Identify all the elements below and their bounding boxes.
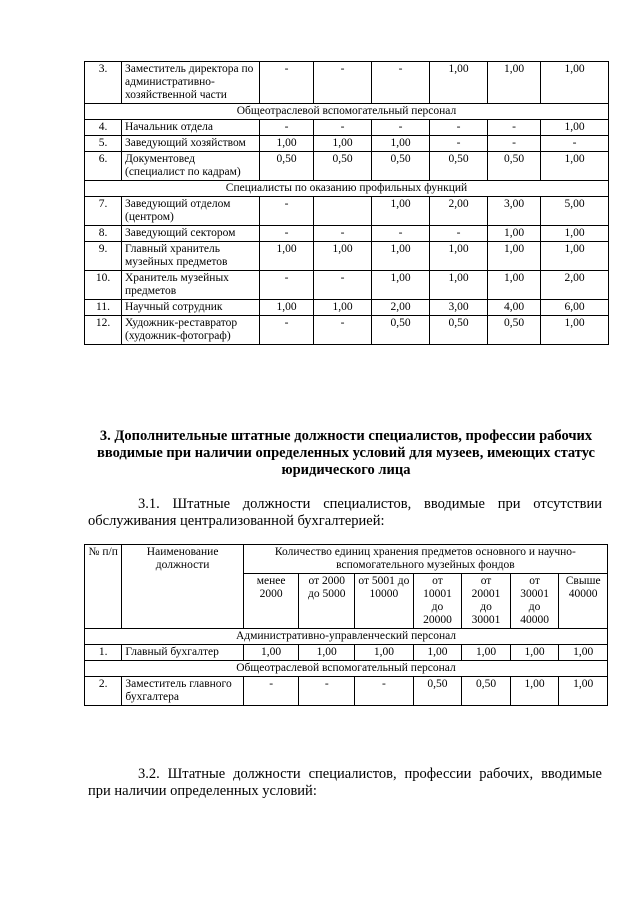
group-header: Количество единиц хранения предметов основного и научно-вспомогательного музейных фондов — [243, 545, 607, 574]
staff-count-cell: 1,00 — [430, 271, 488, 300]
range-header: от 20001 до 30001 — [462, 574, 511, 629]
section-label: Административно-управленческий персонал — [85, 629, 608, 645]
staff-count-cell: 1,00 — [462, 645, 511, 661]
staff-count-cell: 0,50 — [372, 316, 430, 345]
staff-count-cell: 1,00 — [372, 242, 430, 271]
staff-count-cell: 3,00 — [488, 197, 541, 226]
section-label: Общеотраслевой вспомогательный персонал — [85, 661, 608, 677]
section-label: Специалисты по оказанию профильных функций — [85, 181, 609, 197]
table-row — [85, 316, 609, 345]
staff-count-cell: 1,00 — [488, 62, 541, 104]
row-number: 7. — [85, 197, 122, 226]
table-row — [85, 645, 608, 661]
staff-count-cell: 1,00 — [541, 226, 609, 242]
staff-count-cell: - — [314, 226, 372, 242]
staff-count-cell: 1,00 — [314, 300, 372, 316]
staff-count-cell: - — [372, 62, 430, 104]
staff-count-cell: - — [488, 136, 541, 152]
position-name: Художник-реставратор (художник-фотограф) — [122, 316, 260, 345]
staff-count-cell: 1,00 — [488, 242, 541, 271]
staff-count-cell: - — [260, 197, 314, 226]
staff-count-cell: 2,00 — [372, 300, 430, 316]
table-row — [85, 120, 609, 136]
staff-count-cell: 1,00 — [430, 62, 488, 104]
staff-count-cell: - — [430, 136, 488, 152]
staff-count-cell: 5,00 — [541, 197, 609, 226]
staff-count-cell: - — [314, 271, 372, 300]
staff-table-1 — [84, 61, 609, 345]
staff-count-cell: 4,00 — [488, 300, 541, 316]
staff-count-cell: 1,00 — [299, 645, 355, 661]
staff-count-cell: - — [430, 226, 488, 242]
table-row — [85, 136, 609, 152]
position-name: Главный хранитель музейных предметов — [122, 242, 260, 271]
staff-count-cell: - — [260, 226, 314, 242]
staff-count-cell: 0,50 — [314, 152, 372, 181]
staff-count-cell: - — [314, 120, 372, 136]
row-number: 12. — [85, 316, 122, 345]
staff-count-cell: - — [372, 226, 430, 242]
section-heading: 3. Дополнительные штатные должности специалистов, профессии рабочих вводимые при наличии определенных условий для музеев, имеющих статус юридического лица — [97, 428, 595, 478]
table-row — [85, 300, 609, 316]
table-row — [85, 242, 609, 271]
position-name: Заведующий отделом (центром) — [122, 197, 260, 226]
row-number: 5. — [85, 136, 122, 152]
staff-count-cell: 3,00 — [430, 300, 488, 316]
staff-count-cell: - — [260, 120, 314, 136]
staff-count-cell: 1,00 — [260, 242, 314, 271]
staff-count-cell: 0,50 — [413, 677, 462, 706]
staff-count-cell: 1,00 — [413, 645, 462, 661]
staff-count-cell: 1,00 — [488, 226, 541, 242]
staff-count-cell: 6,00 — [541, 300, 609, 316]
staff-count-cell: 1,00 — [314, 242, 372, 271]
paragraph-3-1 — [88, 496, 602, 530]
staff-count-cell: 2,00 — [541, 271, 609, 300]
position-name: Хранитель музейных предметов — [122, 271, 260, 300]
staff-count-cell: 1,00 — [372, 271, 430, 300]
staff-count-cell: 0,50 — [260, 152, 314, 181]
staff-count-cell: - — [430, 120, 488, 136]
staff-count-cell: - — [355, 677, 414, 706]
range-header: Свыше 40000 — [559, 574, 608, 629]
row-number: 4. — [85, 120, 122, 136]
table-row — [85, 152, 609, 181]
table-row — [85, 226, 609, 242]
table-row — [85, 197, 609, 226]
staff-count-cell: - — [299, 677, 355, 706]
staff-count-cell: 0,50 — [488, 316, 541, 345]
staff-count-cell: 1,00 — [541, 242, 609, 271]
paragraph-3-2-text: 3.2. Штатные должности специалистов, профессии рабочих, вводимые при наличии определенных условий: — [88, 766, 602, 799]
staff-count-cell: 1,00 — [372, 197, 430, 226]
row-number: 8. — [85, 226, 122, 242]
staff-count-cell: 1,00 — [488, 271, 541, 300]
paragraph-3-1-text: 3.1. Штатные должности специалистов, вводимые при отсутствии обслуживания централизованной бухгалтерией: — [88, 496, 602, 529]
staff-count-cell: 2,00 — [430, 197, 488, 226]
staff-count-cell: 0,50 — [372, 152, 430, 181]
staff-count-cell: 1,00 — [510, 677, 559, 706]
position-name: Заместитель главного бухгалтера — [122, 677, 243, 706]
staff-count-cell: 0,50 — [488, 152, 541, 181]
section-row — [85, 661, 608, 677]
table-row — [85, 271, 609, 300]
staff-count-cell: 0,50 — [462, 677, 511, 706]
staff-count-cell: 1,00 — [260, 136, 314, 152]
staff-count-cell: - — [314, 316, 372, 345]
row-number: 11. — [85, 300, 122, 316]
range-header: от 2000 до 5000 — [299, 574, 355, 629]
col-name-header: Наименование должности — [122, 545, 243, 629]
staff-count-cell: 0,50 — [430, 152, 488, 181]
staff-count-cell: 1,00 — [372, 136, 430, 152]
position-name: Заведующий сектором — [122, 226, 260, 242]
staff-count-cell: 1,00 — [243, 645, 299, 661]
range-header: от 5001 до 10000 — [355, 574, 414, 629]
section-row — [85, 104, 609, 120]
staff-count-cell: - — [243, 677, 299, 706]
staff-count-cell: 1,00 — [355, 645, 414, 661]
position-name: Начальник отдела — [122, 120, 260, 136]
table-row — [85, 677, 608, 706]
staff-count-cell: 1,00 — [510, 645, 559, 661]
staff-count-cell: - — [372, 120, 430, 136]
staff-count-cell: - — [488, 120, 541, 136]
position-name: Документовед (специалист по кадрам) — [122, 152, 260, 181]
staff-count-cell: - — [260, 316, 314, 345]
staff-count-cell: 1,00 — [541, 62, 609, 104]
staff-count-cell: - — [314, 62, 372, 104]
staff-count-cell: - — [260, 62, 314, 104]
staff-count-cell: 1,00 — [541, 316, 609, 345]
staff-count-cell: - — [260, 271, 314, 300]
position-name: Заместитель директора по административно-хозяйственной части — [122, 62, 260, 104]
section-label: Общеотраслевой вспомогательный персонал — [85, 104, 609, 120]
row-number: 2. — [85, 677, 122, 706]
row-number: 3. — [85, 62, 122, 104]
staff-count-cell: 0,50 — [430, 316, 488, 345]
range-header: менее 2000 — [243, 574, 299, 629]
staff-count-cell: 1,00 — [314, 136, 372, 152]
staff-count-cell: 1,00 — [559, 677, 608, 706]
position-name: Научный сотрудник — [122, 300, 260, 316]
staff-count-cell: 1,00 — [430, 242, 488, 271]
range-header: от 10001 до 20000 — [413, 574, 462, 629]
paragraph-3-2 — [88, 766, 602, 800]
position-name: Заведующий хозяйством — [122, 136, 260, 152]
section-row — [85, 629, 608, 645]
row-number: 9. — [85, 242, 122, 271]
staff-count-cell: 1,00 — [541, 152, 609, 181]
staff-count-cell: - — [541, 136, 609, 152]
table-row — [85, 62, 609, 104]
section-row — [85, 181, 609, 197]
staff-count-cell: 1,00 — [541, 120, 609, 136]
position-name: Главный бухгалтер — [122, 645, 243, 661]
staff-count-cell: 1,00 — [559, 645, 608, 661]
range-header: от 30001 до 40000 — [510, 574, 559, 629]
staff-count-cell: 1,00 — [260, 300, 314, 316]
staff-table-2 — [84, 544, 608, 706]
row-number: 6. — [85, 152, 122, 181]
row-number: 10. — [85, 271, 122, 300]
staff-count-cell — [314, 197, 372, 226]
row-number: 1. — [85, 645, 122, 661]
col-num-header: № п/п — [85, 545, 122, 629]
